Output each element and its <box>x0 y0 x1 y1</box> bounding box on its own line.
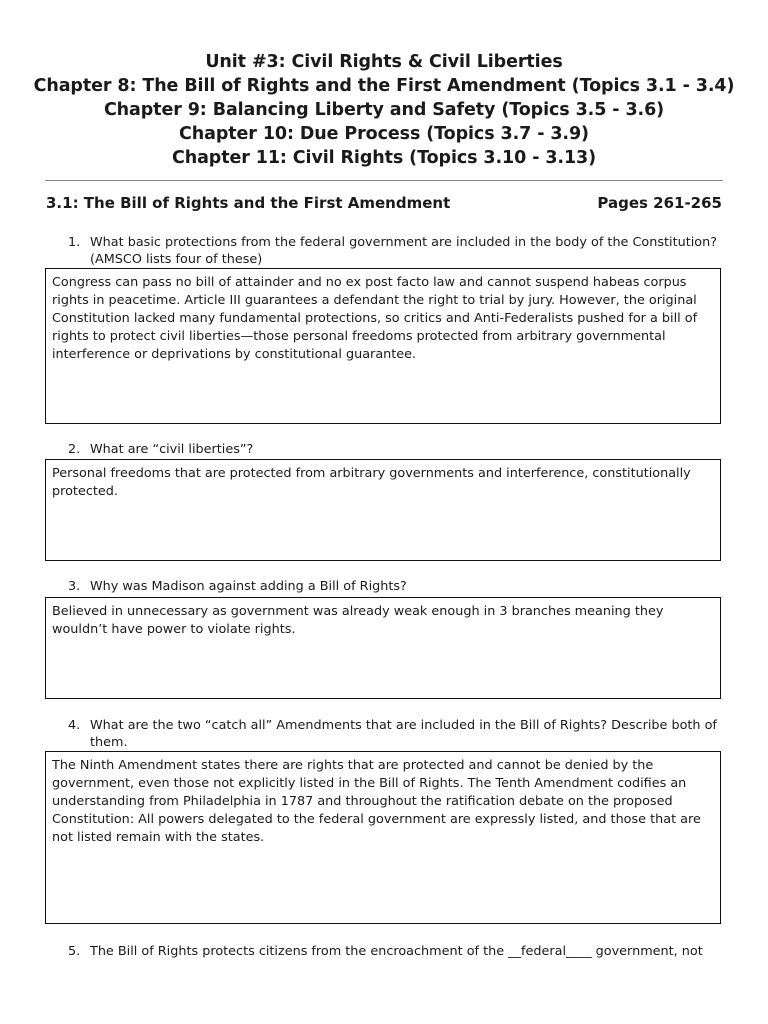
chapter-9-title: Chapter 9: Balancing Liberty and Safety (Topics 3.5 - 3.6) <box>103 100 665 120</box>
question-number: 1. <box>68 235 81 250</box>
question-4 <box>68 717 728 751</box>
chapter-8-title: Chapter 8: The Bill of Rights and the First Amendment (Topics 3.1 - 3.4) <box>33 76 735 96</box>
question-text: The Bill of Rights protects citizens from the encroachment of the __federal____ government, not <box>90 944 703 959</box>
question-number: 5. <box>68 944 81 959</box>
section-heading <box>46 194 722 216</box>
answer-box-1[interactable]: Congress can pass no bill of attainder and no ex post facto law and cannot suspend habeas corpus rights in peacetime. Article III guarantees a defendant the right to trial by jury. However, the original Constitution lacked many fundamental protections, so critics and Anti-Federalists pushed for a bill of rights to protect civil liberties—those personal freedoms protected from arbitrary governmental interference or deprivations by constitutional guarantee. <box>45 268 721 424</box>
header-divider <box>45 180 723 181</box>
answer-box-2[interactable]: Personal freedoms that are protected from arbitrary governments and interference, constitutionally protected. <box>45 459 721 561</box>
chapter-11-title: Chapter 11: Civil Rights (Topics 3.10 - 3.13) <box>171 148 597 168</box>
question-number: 2. <box>68 442 81 457</box>
question-5 <box>68 943 728 961</box>
question-2 <box>68 441 728 459</box>
question-number: 4. <box>68 718 81 733</box>
question-text: What basic protections from the federal government are included in the body of the Constitution? (AMSCO lists four of these) <box>90 235 718 267</box>
question-text: What are “civil liberties”? <box>90 442 254 457</box>
unit-header <box>0 50 768 170</box>
chapter-10-title: Chapter 10: Due Process (Topics 3.7 - 3.9) <box>179 124 589 144</box>
unit-title: Unit #3: Civil Rights & Civil Liberties <box>205 52 563 72</box>
question-1 <box>68 234 728 268</box>
section-title: 3.1: The Bill of Rights and the First Amendment <box>46 194 451 212</box>
question-3 <box>68 578 728 596</box>
question-number: 3. <box>68 579 81 594</box>
section-pages: Pages 261-265 <box>597 194 722 212</box>
answer-box-3[interactable]: Believed in unnecessary as government was already weak enough in 3 branches meaning they wouldn’t have power to violate rights. <box>45 597 721 699</box>
question-text: What are the two “catch all” Amendments that are included in the Bill of Rights? Describe both of them. <box>90 718 717 750</box>
question-text: Why was Madison against adding a Bill of Rights? <box>90 579 407 594</box>
answer-box-4[interactable]: The Ninth Amendment states there are rights that are protected and cannot be denied by the government, even those not explicitly listed in the Bill of Rights. The Tenth Amendment codifies an understanding from Philadelphia in 1787 and throughout the ratification debate on the proposed Constitution: All powers delegated to the federal government are expressly listed, and those that are not listed remain with the states. <box>45 751 721 924</box>
